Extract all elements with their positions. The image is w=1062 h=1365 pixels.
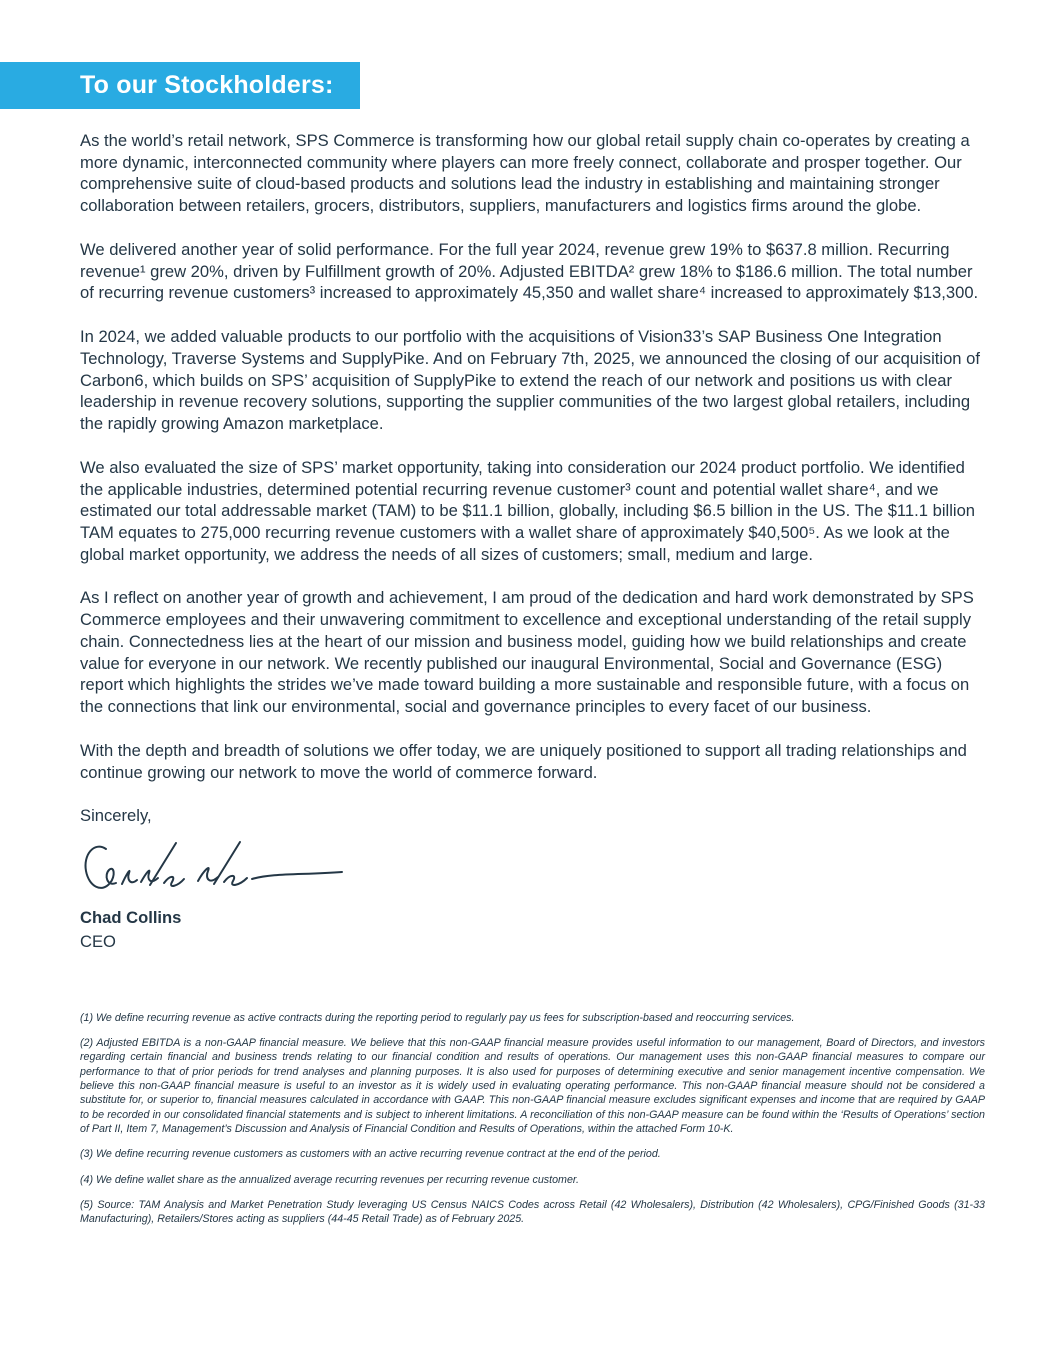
signatory-title: CEO xyxy=(80,931,116,951)
footnotes-section xyxy=(80,1011,985,1227)
footnote: (2) Adjusted EBITDA is a non-GAAP financial measure. We believe that this non-GAAP financial measure provides useful information to our management, Board of Directors, and investors regarding certain financial and business trends relating to our financial condition and results of operations. Our management uses this non-GAAP financial measures to compare our performance to that of prior periods for trend analyses and planning purposes. It is also used for purposes of determining executive and senior management incentive compensation. We believe this non-GAAP financial measure is useful to an investor as it is widely used in evaluating operating performance. This non-GAAP financial measure should not be considered a substitute for, or superior to, financial measures calculated in accordance with GAAP. This non-GAAP financial measure excludes significant expenses and income that are required by GAAP to be recorded in our consolidated financial statements and is subject to inherent limitations. A reconciliation of this non-GAAP measure can be found within the ‘Results of Operations’ section of Part II, Item 7, Management’s Discussion and Analysis of Financial Condition and Results of Operations, within the attached Form 10-K. xyxy=(80,1036,985,1135)
ceo-signature xyxy=(80,837,985,903)
letter-paragraph: As the world’s retail network, SPS Commerce is transforming how our global retail supply chain co-operates by creating a more dynamic, interconnected community where players can more freely connect, collaborate and prosper together. Our comprehensive suite of cloud-based products and solutions lead the industry in establishing and maintaining stronger collaboration between retailers, grocers, distributors, suppliers, manufacturers and logistics firms around the globe. xyxy=(80,131,970,216)
closing-salutation: Sincerely, xyxy=(80,806,152,826)
footnote: (4) We define wallet share as the annualized average recurring revenues per recurring revenue customer. xyxy=(80,1173,580,1186)
footnote: (3) We define recurring revenue customers as customers with an active recurring revenue contract at the end of the period. xyxy=(80,1148,661,1161)
letter-paragraph: In 2024, we added valuable products to our portfolio with the acquisitions of Vision33’s SAP Business One Integration Technology, Traverse Systems and SupplyPike. And on February 7th, 2025, we announced the closing of our acquisition of Carbon6, which builds on SPS’ acquisition of SupplyPike to extend the reach of our network and positions us with clear leadership in revenue recovery solutions, supporting the supplier communities of the two largest global retailers, including the rapidly growing Amazon marketplace. xyxy=(80,327,980,434)
stockholders-banner xyxy=(0,62,360,109)
letter-paragraph: We delivered another year of solid performance. For the full year 2024, revenue grew 19% to $637.8 million. Recurring revenue¹ grew 20%, driven by Fulfillment growth of 20%. Adjusted EBITDA² grew 18% to $186.6 million. The total number of recurring revenue customers³ increased to approximately 45,350 and wallet share⁴ increased to approximately $13,300. xyxy=(80,239,979,303)
signature-image xyxy=(80,837,348,901)
letter-paragraph: With the depth and breadth of solutions we offer today, we are uniquely positioned to support all trading relationships and continue growing our network to move the world of commerce forward. xyxy=(80,740,967,782)
letter-paragraph: As I reflect on another year of growth and achievement, I am proud of the dedication and hard work demonstrated by SPS Commerce employees and their unwavering commitment to excellence and exceptional understanding of the retail supply chain. Connectedness lies at the heart of our mission and business model, guiding how we build relationships and create value for everyone in our network. We recently published our inaugural Environmental, Social and Governance (ESG) report which highlights the strides we’ve made toward building a more sustainable and responsible future, with a focus on the connections that link our environmental, social and governance principles to every facet of our business. xyxy=(80,588,974,717)
footnote: (5) Source: TAM Analysis and Market Penetration Study leveraging US Census NAICS Codes across Retail (42 Wholesalers), Distribution (42 Wholesalers), CPG/Finished Goods (31-33 Manufacturing), Retailers/Stores acting as suppliers (44-45 Retail Trade) as of February 2025. xyxy=(80,1198,985,1226)
letter-paragraph: We also evaluated the size of SPS’ market opportunity, taking into consideration our 2024 product portfolio. We identified the applicable industries, determined potential recurring revenue customer³ count and potential wallet share⁴, and we estimated our total addressable market (TAM) to be $11.1 billion, globally, including $6.5 billion in the US. The $11.1 billion TAM equates to 275,000 recurring revenue customers with a wallet share of approximately $40,500⁵. As we look at the global market opportunity, we address the needs of all sizes of customers; small, medium and large. xyxy=(80,457,976,564)
banner-title: To our Stockholders: xyxy=(80,71,334,99)
letter-body xyxy=(0,109,1062,1227)
signatory-name: Chad Collins xyxy=(80,908,182,928)
footnote: (1) We define recurring revenue as active contracts during the reporting period to regularly pay us fees for subscription-based and reoccurring services. xyxy=(80,1011,795,1024)
